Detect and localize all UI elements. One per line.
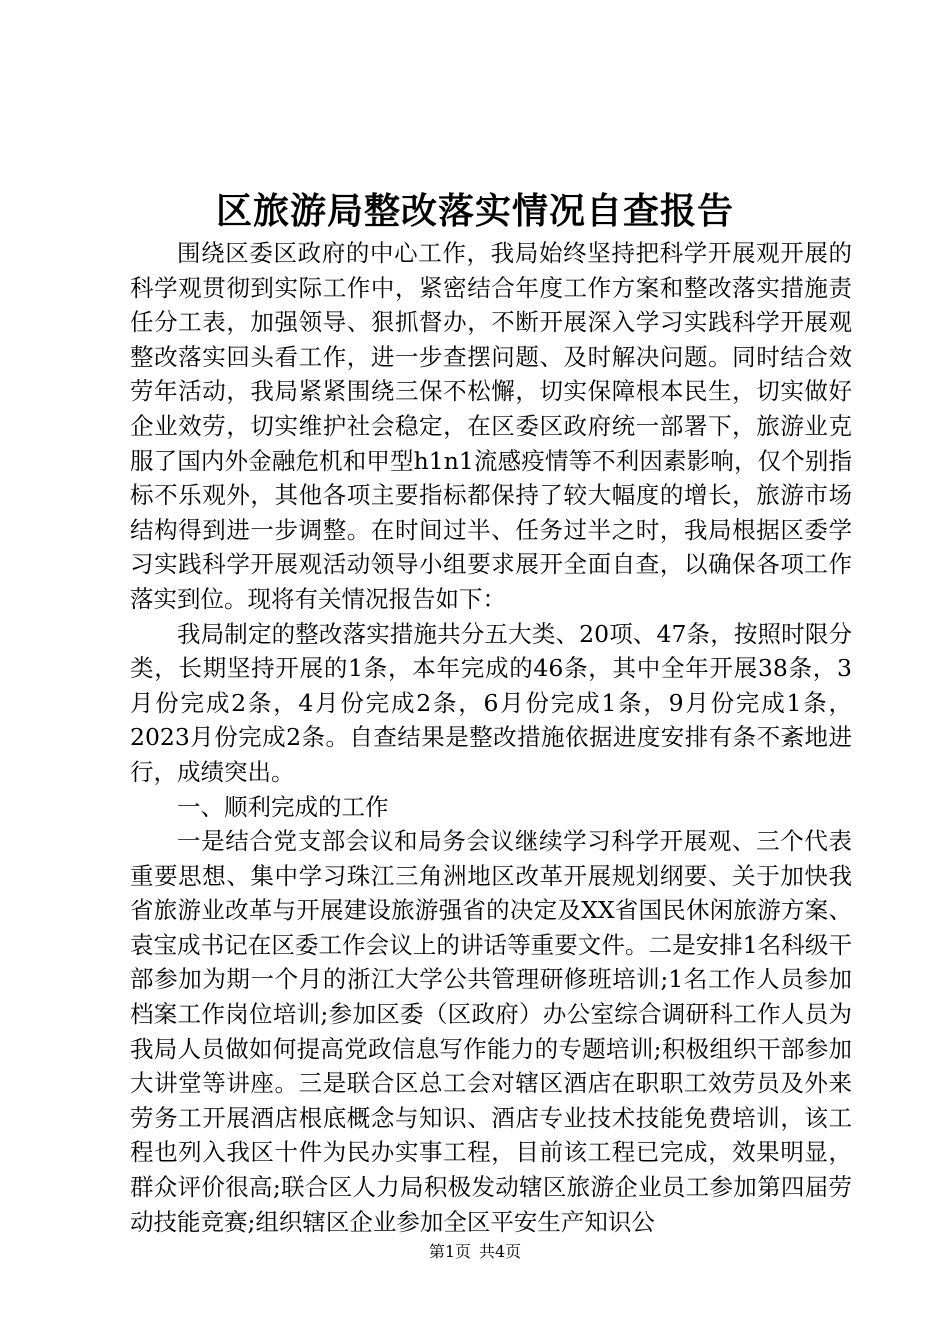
page-footer xyxy=(0,1240,950,1264)
page-number: 第1页 xyxy=(428,1242,471,1261)
paragraph-summary: 我局制定的整改落实措施共分五大类、20项、47条，按照时限分类，长期坚持开展的1条，本年完成的46条，其中全年开展38条，3月份完成2条，4月份完成2条，6月份完成1条，9月份完成1条，2023月份完成2条。自查结果是整改措施依据进度安排有条不紊地进行，成绩突出。 xyxy=(130,619,852,786)
document-title: 区旅游局整改落实情况自查报告 xyxy=(215,190,734,232)
document-body xyxy=(130,236,852,1239)
paragraph-intro: 围绕区委区政府的中心工作，我局始终坚持把科学开展观开展的科学观贯彻到实际工作中，紧密结合年度工作方案和整改落实措施责任分工表，加强领导、狠抓督办，不断开展深入学习实践科学开展观整改落实回头看工作，进一步查摆问题、及时解决问题。同时结合效劳年活动，我局紧紧围绕三保不松懈，切实保障根本民生，切实做好企业效劳，切实维护社会稳定，在区委区政府统一部署下，旅游业克服了国内外金融危机和甲型h1n1流感疫情等不利因素影响，仅个别指标不乐观外，其他各项主要指标都保持了较大幅度的增长，旅游市场结构得到进一步调整。在时间过半、任务过半之时，我局根据区委学习实践科学开展观活动领导小组要求展开全面自查，以确保各项工作落实到位。现将有关情况报告如下： xyxy=(130,239,852,613)
page-total: 共4页 xyxy=(479,1242,522,1261)
paragraph-completed-work: 一是结合党支部会议和局务会议继续学习科学开展观、三个代表重要思想、集中学习珠江三角洲地区改革开展规划纲要、关于加快我省旅游业改革与开展建设旅游强省的决定及XX省国民休闲旅游方案、袁宝成书记在区委工作会议上的讲话等重要文件。二是安排1名科级干部参加为期一个月的浙江大学公共管理研修班培训;1名工作人员参加档案工作岗位培训;参加区委（区政府）办公室综合调研科工作人员为我局人员做如何提高党政信息写作能力的专题培训;积极组织干部参加大讲堂等讲座。三是联合区总工会对辖区酒店在职职工效劳员及外来劳务工开展酒店根底概念与知识、酒店专业技术技能免费培训，该工程也列入我区十件为民办实事工程，目前该工程已完成，效果明显，群众评价很高;联合区人力局积极发动辖区旅游企业员工参加第四届劳动技能竞赛;组织辖区企业参加全区平安生产知识公 xyxy=(130,827,852,1236)
section-heading: 一、顺利完成的工作 xyxy=(177,792,389,821)
